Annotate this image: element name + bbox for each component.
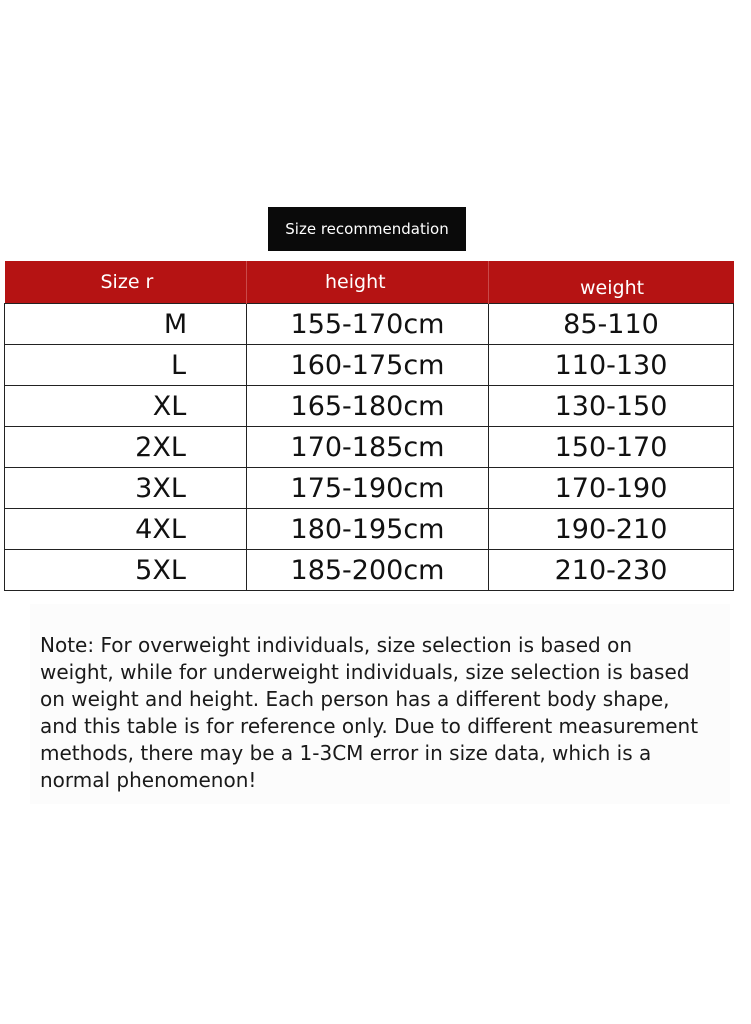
note-text: Note: For overweight individuals, size selection is based on weight, while for underweight individuals, size selection is based on weight and height. Each person has a different body shape, and this table is for reference only. Due to different measurement methods, there may be a 1-3CM error in size data, which is a normal phenomenon!: [40, 633, 699, 792]
table-row: [5, 550, 734, 591]
table-row: [5, 427, 734, 468]
size-cell: M: [5, 304, 247, 345]
size-recommendation-title: Size recommendation: [268, 207, 466, 251]
weight-cell: 85-110: [489, 304, 734, 345]
header-height: height: [247, 261, 489, 304]
table-header-row: [5, 261, 734, 304]
size-cell: 3XL: [5, 468, 247, 509]
height-cell: 185-200cm: [247, 550, 489, 591]
size-cell: L: [5, 345, 247, 386]
table-row: [5, 304, 734, 345]
table-row: [5, 468, 734, 509]
weight-cell: 170-190: [489, 468, 734, 509]
table-row: [5, 345, 734, 386]
weight-cell: 150-170: [489, 427, 734, 468]
height-cell: 180-195cm: [247, 509, 489, 550]
height-cell: 170-185cm: [247, 427, 489, 468]
size-cell: 5XL: [5, 550, 247, 591]
size-chart-table: [4, 261, 734, 591]
note-panel: [30, 604, 730, 804]
table-row: [5, 509, 734, 550]
header-weight: weight: [489, 261, 734, 304]
size-cell: 2XL: [5, 427, 247, 468]
height-cell: 175-190cm: [247, 468, 489, 509]
height-cell: 165-180cm: [247, 386, 489, 427]
table-row: [5, 386, 734, 427]
weight-cell: 190-210: [489, 509, 734, 550]
size-cell: XL: [5, 386, 247, 427]
weight-cell: 130-150: [489, 386, 734, 427]
height-cell: 160-175cm: [247, 345, 489, 386]
height-cell: 155-170cm: [247, 304, 489, 345]
weight-cell: 210-230: [489, 550, 734, 591]
weight-cell: 110-130: [489, 345, 734, 386]
size-cell: 4XL: [5, 509, 247, 550]
header-size: Size r: [5, 261, 247, 304]
